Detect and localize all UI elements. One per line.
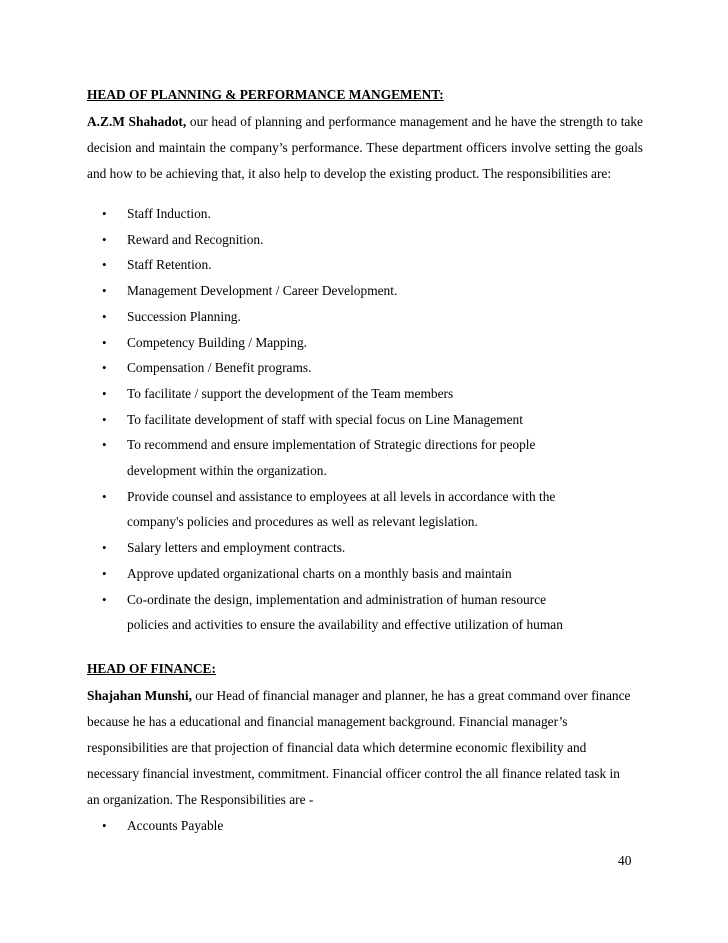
list-item-text: To facilitate / support the development of the Team members [127, 385, 454, 401]
list-item [87, 278, 587, 304]
list-item [87, 330, 587, 356]
list-item-text: Reward and Recognition. [127, 231, 264, 247]
list-item [87, 813, 587, 839]
list-item-text: Salary letters and employment contracts. [127, 540, 346, 556]
list-item-text: Staff Retention. [127, 257, 212, 273]
bullet-icon: • [102, 817, 107, 833]
person-name: A.Z.M Shahadot, [87, 114, 187, 129]
list-item-text: Compensation / Benefit programs. [127, 360, 312, 376]
list-item [87, 355, 587, 381]
bullet-icon: • [102, 385, 107, 401]
list-item-text: To recommend and ensure implementation of Strategic directions for people development within the organization. [127, 437, 536, 479]
list-item-text: Succession Planning. [127, 308, 241, 324]
list-item-text: Provide counsel and assistance to employees at all levels in accordance with the company's policies and procedures as well as relevant legislation. [127, 488, 556, 530]
paragraph-text: our Head of financial manager and planner, he has a great command over finance because he has a educational and financial management background. Financial manager’s responsibilities are that projection of financial data which determine economic flexibility and necessary financial investment, commitment. Financial officer control the all finance related task in an organization. The Responsibilities are - [87, 687, 631, 807]
bullet-icon: • [102, 308, 107, 324]
list-item [87, 201, 587, 227]
list-item-text: Co-ordinate the design, implementation and administration of human resource policies and activities to ensure the availability and effective utilization of human [127, 591, 563, 633]
bullet-icon: • [102, 591, 107, 607]
section-heading-planning: HEAD OF PLANNING & PERFORMANCE MANGEMENT: [87, 87, 444, 102]
section-heading-finance: HEAD OF FINANCE: [87, 660, 216, 676]
list-item [87, 407, 587, 433]
page-number: 40 [618, 853, 632, 868]
bullet-icon: • [102, 411, 107, 427]
paragraph-text: our head of planning and performance management and he have the strength to take decision and maintain the company’s performance. These department officers involve setting the goals and how to be achieving that, it also help to develop the existing product. The responsibilities are: [87, 114, 643, 181]
list-item-text: Management Development / Career Development. [127, 283, 398, 299]
finance-responsibilities-list [87, 813, 587, 839]
list-item [87, 587, 587, 638]
bullet-icon: • [102, 540, 107, 556]
bullet-icon: • [102, 565, 107, 581]
planning-intro-paragraph [87, 109, 643, 187]
list-item [87, 432, 587, 483]
bullet-icon: • [102, 488, 107, 504]
bullet-icon: • [102, 257, 107, 273]
list-item [87, 535, 587, 561]
planning-responsibilities-list [87, 201, 587, 638]
list-item [87, 381, 587, 407]
list-item [87, 484, 587, 535]
bullet-icon: • [102, 231, 107, 247]
list-item-text: Competency Building / Mapping. [127, 334, 308, 350]
list-item [87, 252, 587, 278]
list-item-text: Approve updated organizational charts on a monthly basis and maintain [127, 565, 512, 581]
document-page [87, 84, 643, 839]
list-item [87, 304, 587, 330]
bullet-icon: • [102, 283, 107, 299]
finance-intro-paragraph [87, 683, 632, 813]
list-item [87, 227, 587, 253]
bullet-icon: • [102, 360, 107, 376]
list-item-text: Accounts Payable [127, 817, 224, 833]
list-item-text: To facilitate development of staff with special focus on Line Management [127, 411, 523, 427]
person-name: Shajahan Munshi, [87, 687, 192, 703]
list-item-text: Staff Induction. [127, 206, 211, 221]
bullet-icon: • [102, 334, 107, 350]
list-item [87, 561, 587, 587]
bullet-icon: • [102, 206, 107, 221]
bullet-icon: • [102, 437, 107, 453]
